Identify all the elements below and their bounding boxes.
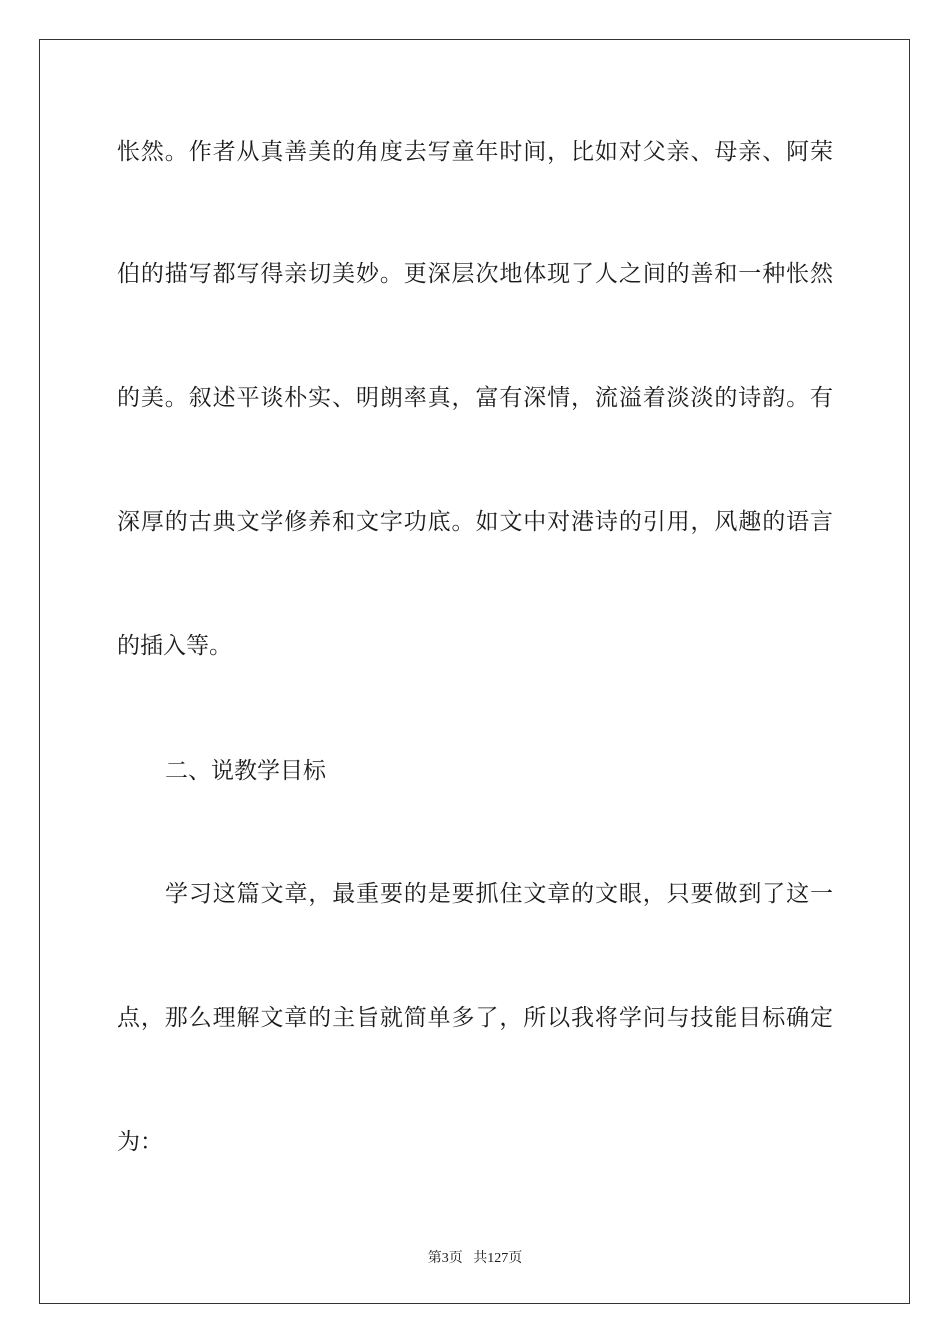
paragraph2-line-2: 点，那么理解文章的主旨就简单多了，所以我将学问与技能目标确定 xyxy=(117,1005,833,1031)
page-total: 共127页 xyxy=(473,1251,523,1266)
paragraph-line-4: 深厚的古典文学修养和文字功底。如文中对港诗的引用，风趣的语言 xyxy=(117,509,833,535)
paragraph-line-1: 怅然。作者从真善美的角度去写童年时间，比如对父亲、母亲、阿荣 xyxy=(117,139,833,165)
paragraph-line-2: 伯的描写都写得亲切美妙。更深层次地体现了人之间的善和一种怅然 xyxy=(117,261,833,287)
page-footer xyxy=(0,1247,950,1267)
paragraph2-line-3: 为： xyxy=(117,1129,163,1155)
section-heading: 二、说教学目标 xyxy=(165,758,326,784)
paragraph-line-3: 的美。叙述平谈朴实、明朗率真，富有深情，流溢着淡淡的诗韵。有 xyxy=(117,385,833,411)
paragraph2-line-1: 学习这篇文章，最重要的是要抓住文章的文眼，只要做到了这一 xyxy=(165,881,833,907)
page-border xyxy=(39,39,910,1304)
page-number: 第3页 xyxy=(427,1251,463,1266)
paragraph-line-5: 的插入等。 xyxy=(117,633,232,659)
